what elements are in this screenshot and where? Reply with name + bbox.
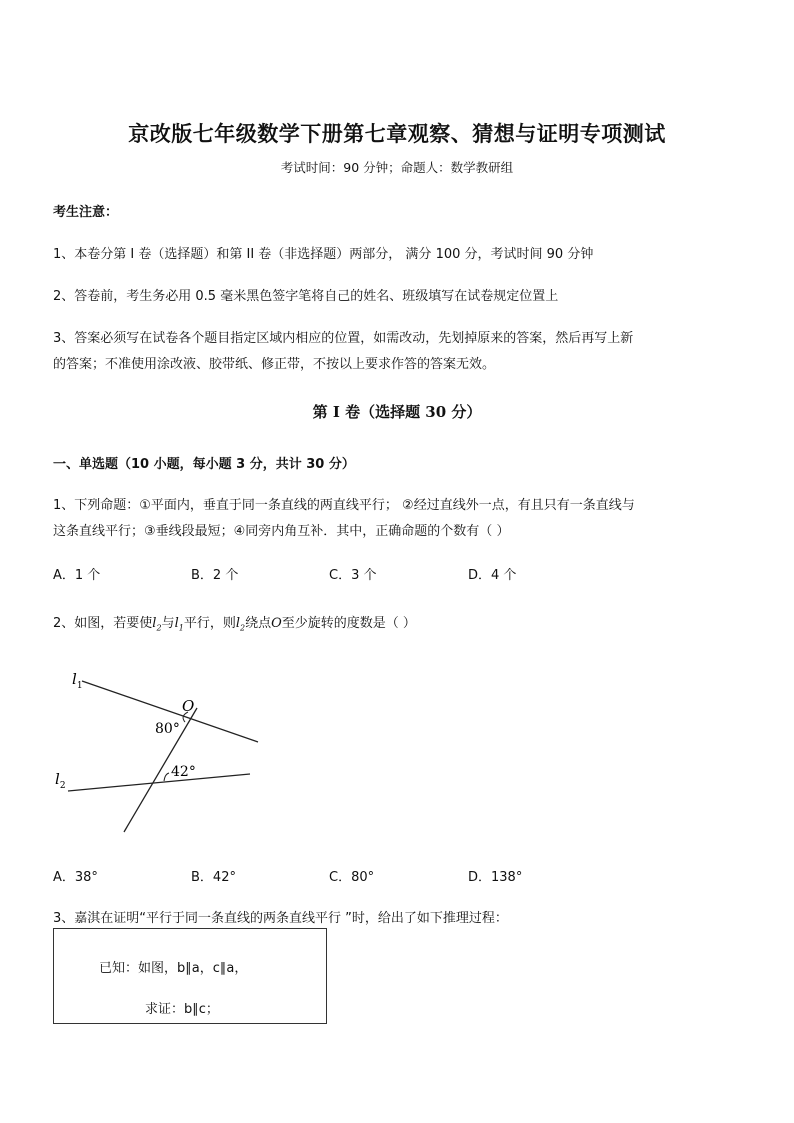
q1-option-a: A．1 个 [53,568,101,583]
angle-label-80: 80° [155,721,180,737]
q2-option-b: B．42° [191,870,236,885]
angle-label-42: 42° [171,764,196,780]
notice-item-2: 2、答卷前，考生务必用 0.5 毫米黑色签字笔将自己的姓名、班级填写在试卷规定位置上 [53,289,559,304]
label-o: O [182,697,195,715]
q1-option-b: B．2 个 [191,568,239,583]
q3-stem: 3、嘉淇在证明“平行于同一条直线的两条直线平行 ”时，给出了如下推理过程： [53,911,508,926]
q3-prove: 求证：b∥c； [145,1002,219,1017]
l2-symbol: $l_2$ [152,616,162,633]
q2-option-a: A．38° [53,870,98,885]
l2-symbol-2: $l_2$ [235,616,246,633]
q2-option-d: D．138° [468,870,523,885]
q1-stem-line2: 这条直线平行；③垂线段最短；④同旁内角互补．其中，正确命题的个数有（ ） [53,524,510,539]
label-l2: $l_2$ [55,770,66,791]
notice-item-1: 1、本卷分第 I 卷（选择题）和第 II 卷（非选择题）两部分， 满分 100 分，考试时间 90 分钟 [53,247,594,262]
q1-stem-line1: 1、下列命题：①平面内，垂直于同一条直线的两直线平行； ②经过直线外一点，有且只有一条直线与 [53,498,635,513]
section-title: 第 I 卷（选择题 30 分） [312,403,482,421]
q1-option-d: D．4 个 [468,568,517,583]
line-l2 [68,774,250,791]
notice-item-3-cont: 的答案；不准使用涂改液、胶带纸、修正带，不按以上要求作答的答案无效。 [53,357,496,372]
angle-arc-42 [164,773,169,781]
notice-heading: 考生注意： [53,205,119,220]
q1-option-c: C．3 个 [329,568,377,583]
q2-stem: 2、如图，若要使$l_2$与$l_1$平行，则$l_2$绕点O至少旋转的度数是（ ） [53,616,416,633]
notice-item-3: 3、答案必须写在试卷各个题目指定区域内相应的位置，如需改动，先划掉原来的答案，然后再写上新 [53,331,634,346]
label-l1: $l_1$ [72,670,83,691]
exam-info: 考试时间：90 分钟；命题人：数学教研组 [280,160,514,175]
page-title: 京改版七年级数学下册第七章观察、猜想与证明专项测试 [128,121,666,146]
q3-given-box [53,928,327,1024]
q3-given: 已知：如图，b∥a，c∥a， [99,961,248,976]
q2-option-c: C．80° [329,870,375,885]
point-o-symbol: O [271,616,282,631]
part-heading: 一、单选题（10 小题，每小题 3 分，共计 30 分） [53,457,355,472]
l1-symbol: $l_1$ [174,616,184,633]
